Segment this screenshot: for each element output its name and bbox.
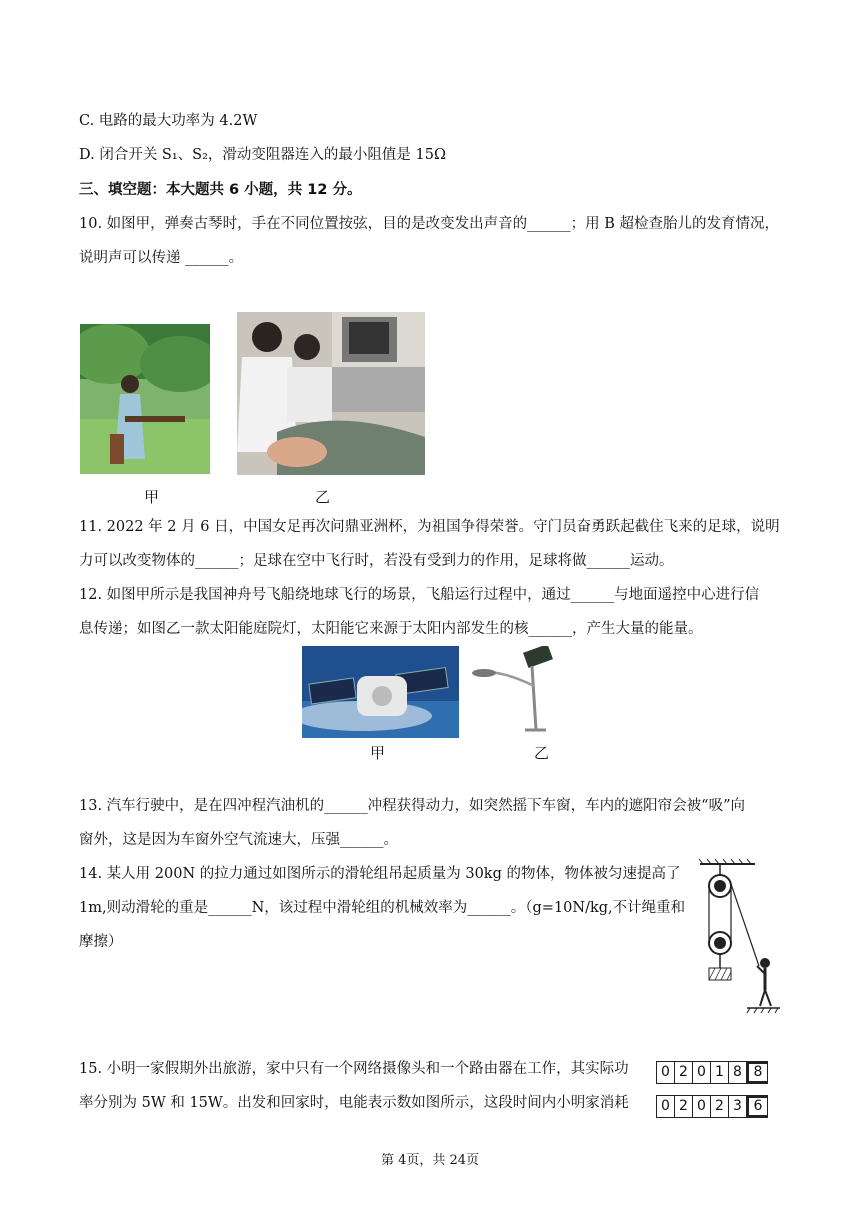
meter1-digit: 0 bbox=[657, 1062, 675, 1083]
q13-line2: 窗外，这是因为车窗外空气流速大，压强______。 bbox=[79, 832, 398, 848]
ultrasound-photo bbox=[237, 312, 425, 475]
q12-line1: 12. 如图甲所示是我国神舟号飞船绕地球飞行的场景，飞船运行过程中，通过______与地面遥控中心进行信 bbox=[79, 587, 760, 603]
q15-line2: 率分别为 5W 和 15W。出发和回家时，电能表示数如图所示，这段时间内小明家消耗 bbox=[79, 1095, 629, 1111]
spacecraft-photo bbox=[302, 646, 459, 738]
meter1-decimal-digit: 8 bbox=[747, 1062, 767, 1083]
q10-line1: 10. 如图甲，弹奏古琴时，手在不同位置按弦，目的是改变发出声音的______；用 B 超检查胎儿的发育情况， bbox=[79, 216, 780, 232]
option-d: D. 闭合开关 S₁、S₂，滑动变阻器连入的最小阻值是 15Ω bbox=[79, 147, 447, 163]
fig10-caption-right: 乙 bbox=[315, 488, 331, 506]
meter1-digit: 2 bbox=[675, 1062, 693, 1083]
guqin-photo bbox=[80, 324, 210, 474]
meter2-digit: 0 bbox=[657, 1096, 675, 1117]
q10-line2: 说明声可以传递 ______。 bbox=[79, 250, 244, 266]
q14-line3: 摩擦） bbox=[79, 934, 123, 950]
page-footer: 第 4页，共 24页 bbox=[380, 1153, 480, 1168]
q14-line1: 14. 某人用 200N 的拉力通过如图所示的滑轮组吊起质量为 30kg 的物体，物体被匀速提高了 bbox=[79, 866, 681, 882]
q12-line2: 息传递；如图乙一款太阳能庭院灯，太阳能它来源于太阳内部发生的核______，产生大量的能量。 bbox=[79, 621, 703, 637]
meter1-digit: 0 bbox=[693, 1062, 711, 1083]
q11-line1: 11. 2022 年 2 月 6 日，中国女足再次问鼎亚洲杯，为祖国争得荣誉。守门员奋勇跃起截住飞来的足球，说明 bbox=[79, 519, 780, 535]
fig12-caption-right: 乙 bbox=[534, 744, 550, 762]
solar-lamp-image bbox=[470, 646, 555, 732]
meter2-decimal-digit: 6 bbox=[747, 1096, 767, 1117]
q15-line1: 15. 小明一家假期外出旅游，家中只有一个网络摄像头和一个路由器在工作，其实际功 bbox=[79, 1061, 629, 1077]
meter-reading-return bbox=[656, 1095, 768, 1118]
section-heading: 三、填空题：本大题共 6 小题，共 12 分。 bbox=[79, 182, 362, 198]
option-c: C. 电路的最大功率为 4.2W bbox=[79, 113, 258, 129]
meter-reading-departure bbox=[656, 1061, 768, 1084]
pulley-diagram bbox=[695, 858, 785, 1014]
q14-line2: 1m,则动滑轮的重是______N，该过程中滑轮组的机械效率为______。（g=10N/kg,不计绳重和 bbox=[79, 900, 686, 916]
q13-line1: 13. 汽车行驶中，是在四冲程汽油机的______冲程获得动力，如突然摇下车窗，车内的遮阳帘会被“吸”向 bbox=[79, 798, 745, 814]
meter2-digit: 0 bbox=[693, 1096, 711, 1117]
meter1-digit: 8 bbox=[729, 1062, 747, 1083]
meter2-digit: 3 bbox=[729, 1096, 747, 1117]
fig12-caption-left: 甲 bbox=[370, 744, 386, 762]
fig10-caption-left: 甲 bbox=[144, 488, 160, 506]
meter2-digit: 2 bbox=[675, 1096, 693, 1117]
meter1-digit: 1 bbox=[711, 1062, 729, 1083]
meter2-digit: 2 bbox=[711, 1096, 729, 1117]
q11-line2: 力可以改变物体的______；足球在空中飞行时，若没有受到力的作用，足球将做______运动。 bbox=[79, 553, 674, 569]
